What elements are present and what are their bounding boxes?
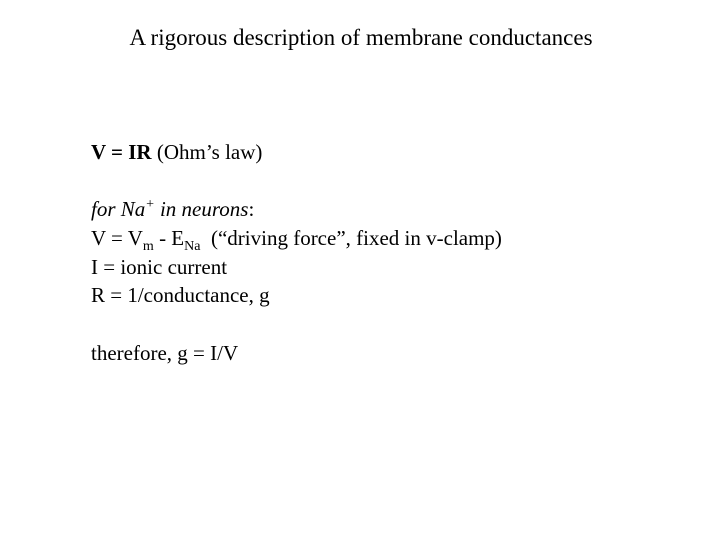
ohms-law-note: (Ohm’s law) <box>151 140 263 164</box>
slide-body <box>91 138 691 368</box>
ohms-law-equation: V = IR <box>91 140 152 164</box>
na-superscript: + <box>145 197 155 213</box>
na-neurons-line <box>91 195 691 224</box>
voltage-lhs: V = V <box>91 226 143 251</box>
spacer <box>91 167 691 196</box>
spacer <box>91 310 691 339</box>
conclusion-line: therefore, g = I/V <box>91 340 239 365</box>
na-prefix: for Na <box>91 197 146 222</box>
slide-title: A rigorous description of membrane conductances <box>129 25 593 50</box>
vm-subscript: m <box>142 239 154 255</box>
resistance-line: R = 1/conductance, g <box>91 283 270 308</box>
ionic-current-line: I = ionic current <box>91 254 228 279</box>
ohms-law-line <box>91 138 691 167</box>
ena-subscript: Na <box>184 239 201 255</box>
na-colon: : <box>248 197 255 222</box>
na-suffix: in neurons <box>154 197 249 222</box>
voltage-minus: - E <box>153 226 185 251</box>
driving-force-line <box>91 224 691 253</box>
driving-force-description: (“driving force”, fixed in v-clamp) <box>200 226 502 251</box>
